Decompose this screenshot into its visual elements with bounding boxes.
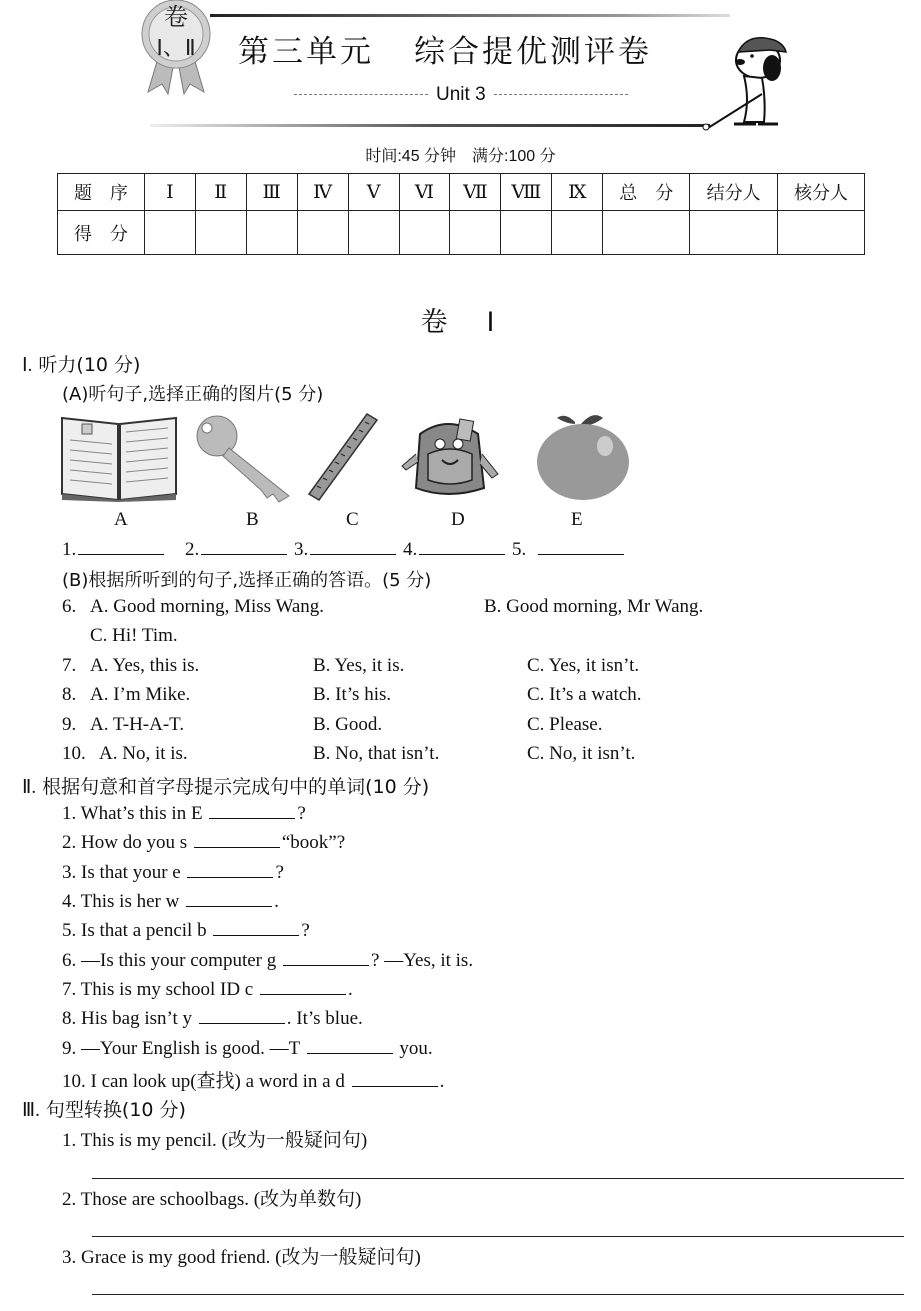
col-2: Ⅱ — [195, 174, 246, 211]
col-8: Ⅷ — [501, 174, 552, 211]
score-cell[interactable] — [552, 211, 603, 255]
answer-line[interactable] — [92, 1178, 904, 1179]
score-table — [57, 173, 865, 255]
section3-heading — [22, 1095, 186, 1122]
section1-heading — [22, 350, 140, 377]
q9-option-c: C. Please. — [527, 714, 603, 735]
fill-item — [62, 1066, 444, 1093]
q7-option-a: A. Yes, this is. — [90, 655, 200, 676]
score-cell[interactable] — [348, 211, 399, 255]
fill-item — [62, 1007, 363, 1030]
book-icon — [60, 410, 178, 502]
q8-option-a: A. I’m Mike. — [90, 684, 191, 705]
fill-blank[interactable] — [213, 919, 299, 936]
score-cell[interactable] — [246, 211, 297, 255]
section3-title: 句型转换(10 分) — [45, 1099, 186, 1121]
bottom-rule — [150, 124, 710, 127]
transform-item: 2. Those are schoolbags. (改为单数句) — [62, 1189, 362, 1210]
fill-item-end: ? — [301, 920, 310, 941]
fill-item-text: 8. His bag isn’t y — [62, 1008, 193, 1029]
fill-item-end: . — [439, 1071, 445, 1092]
fill-item — [62, 831, 345, 854]
fill-item-text: 10. I can look up(查找) a word in a d — [62, 1071, 345, 1092]
q6-option-b: B. Good morning, Mr Wang. — [484, 596, 704, 617]
fill-item-text: 9. —Your English is good. —T — [62, 1038, 300, 1059]
score-table-score-row — [58, 211, 865, 255]
col-checker: 核分人 — [778, 174, 865, 211]
fill-item-end: “book”? — [281, 832, 346, 853]
fill-item-text: 2. How do you s — [62, 832, 188, 853]
fill-item-text: 3. Is that your e — [62, 862, 181, 883]
col-9: Ⅸ — [552, 174, 603, 211]
score-table-header-row — [58, 174, 865, 211]
q7-option-c: C. Yes, it isn’t. — [527, 655, 640, 676]
col-7: Ⅶ — [450, 174, 501, 211]
answer-blank[interactable] — [78, 538, 164, 555]
title-name: 综合提优测评卷 — [414, 34, 652, 70]
picture-label-c: C — [346, 509, 359, 530]
fill-item-end: you. — [399, 1038, 433, 1059]
q7-number: 7. — [62, 655, 77, 676]
fill-blank[interactable] — [307, 1037, 393, 1054]
answer-num: 2. — [185, 539, 200, 560]
transform-item: 1. This is my pencil. (改为一般疑问句) — [62, 1130, 368, 1151]
ruler-icon — [305, 412, 381, 502]
score-cell[interactable] — [399, 211, 450, 255]
answer-blank[interactable] — [201, 538, 287, 555]
fill-item — [62, 949, 473, 972]
orange-icon — [535, 410, 631, 502]
answer-num: 5. — [512, 539, 527, 560]
fill-blank[interactable] — [260, 978, 346, 995]
badge-bottom-text: Ⅰ、Ⅱ — [156, 35, 196, 60]
q6-option-c: C. Hi! Tim. — [90, 625, 178, 646]
section3-number: Ⅲ. — [22, 1100, 40, 1121]
col-4: Ⅳ — [297, 174, 348, 211]
picture-label-d: D — [451, 509, 465, 530]
fill-item-text: 7. This is my school ID c — [62, 979, 254, 1000]
fill-blank[interactable] — [352, 1070, 438, 1087]
schoolbag-icon — [398, 414, 502, 500]
fill-blank[interactable] — [199, 1007, 285, 1024]
q9-option-b: B. Good. — [313, 714, 383, 735]
fill-blank[interactable] — [186, 890, 272, 907]
score-cell[interactable] — [297, 211, 348, 255]
fill-item-text: 1. What’s this in E — [62, 803, 203, 824]
fill-item — [62, 1037, 433, 1060]
picture-label-e: E — [571, 509, 583, 530]
fill-item — [62, 861, 284, 884]
fill-item — [62, 890, 279, 913]
q8-option-c: C. It’s a watch. — [527, 684, 642, 705]
score-cell[interactable] — [501, 211, 552, 255]
fill-blank[interactable] — [194, 831, 280, 848]
score-cell[interactable] — [778, 211, 865, 255]
page-title — [238, 26, 652, 71]
fill-item-end: . — [347, 979, 353, 1000]
snoopy-golfer-icon — [700, 30, 796, 134]
picture-label-a: A — [114, 509, 128, 530]
col-3: Ⅲ — [246, 174, 297, 211]
col-1: Ⅰ — [144, 174, 195, 211]
col-5: Ⅴ — [348, 174, 399, 211]
top-rule — [210, 14, 730, 17]
score-cell[interactable] — [690, 211, 778, 255]
q6-option-a: A. Good morning, Miss Wang. — [90, 596, 325, 617]
unit-label: Unit 3 — [436, 84, 486, 105]
q8-number: 8. — [62, 684, 77, 705]
fill-item — [62, 919, 310, 942]
fill-item — [62, 978, 353, 1001]
row-label-order: 题 序 — [58, 174, 145, 211]
answer-blank[interactable] — [310, 538, 396, 555]
q10-number: 10. — [62, 743, 86, 764]
score-cell[interactable] — [144, 211, 195, 255]
key-icon — [193, 412, 297, 504]
fill-item-text: 6. —Is this your computer g — [62, 950, 277, 971]
answer-line[interactable] — [92, 1294, 904, 1295]
answer-num: 3. — [294, 539, 309, 560]
partA-answer-row — [62, 538, 626, 561]
fill-item-end: . — [274, 891, 279, 912]
badge-top-text: 卷 — [164, 3, 188, 31]
answer-num: 1. — [62, 539, 77, 560]
answer-num: 4. — [403, 539, 418, 560]
fill-item-end: ? — [275, 862, 284, 883]
score-cell[interactable] — [450, 211, 501, 255]
q9-option-a: A. T-H-A-T. — [90, 714, 185, 735]
score-cell[interactable] — [603, 211, 690, 255]
row-label-score: 得 分 — [58, 211, 145, 255]
section1-title: 听力(10 分) — [38, 354, 141, 376]
fill-item-text: 5. Is that a pencil b — [62, 920, 207, 941]
fill-item-end: . It’s blue. — [286, 1008, 363, 1029]
col-scorer: 结分人 — [690, 174, 778, 211]
fill-blank[interactable] — [283, 949, 369, 966]
section1-number: Ⅰ. — [22, 355, 33, 376]
score-cell[interactable] — [195, 211, 246, 255]
fill-item-end: ? — [297, 803, 306, 824]
q8-option-b: B. It’s his. — [313, 684, 392, 705]
section2-title: 根据句意和首字母提示完成句中的单词(10 分) — [42, 776, 430, 798]
section1-partB: (B)根据所听到的句子,选择正确的答语。(5 分) — [62, 570, 432, 591]
q10-option-a: A. No, it is. — [99, 743, 188, 764]
unit-subtitle — [286, 84, 636, 106]
answer-line[interactable] — [92, 1236, 904, 1237]
section1-partA: (A)听句子,选择正确的图片(5 分) — [62, 384, 324, 405]
fill-blank[interactable] — [209, 802, 295, 819]
picture-label-b: B — [246, 509, 259, 530]
col-6: Ⅵ — [399, 174, 450, 211]
q6-number: 6. — [62, 596, 77, 617]
volume-title: 卷 Ⅰ — [420, 307, 501, 338]
medal-badge-icon — [128, 0, 224, 96]
q10-option-c: C. No, it isn’t. — [527, 743, 636, 764]
q10-option-b: B. No, that isn’t. — [313, 743, 440, 764]
time-info: 时间:45 分钟 满分:100 分 — [365, 148, 556, 165]
fill-item-text: 4. This is her w — [62, 891, 180, 912]
fill-item-end: ? —Yes, it is. — [371, 950, 474, 971]
section2-heading — [22, 772, 429, 799]
answer-blank[interactable] — [538, 538, 624, 555]
q9-number: 9. — [62, 714, 77, 735]
section2-number: Ⅱ. — [22, 777, 37, 798]
col-total: 总 分 — [603, 174, 690, 211]
title-unit: 第三单元 — [238, 34, 374, 70]
transform-item: 3. Grace is my good friend. (改为一般疑问句) — [62, 1247, 421, 1268]
fill-item — [62, 802, 306, 825]
answer-blank[interactable] — [419, 538, 505, 555]
fill-blank[interactable] — [187, 861, 273, 878]
q7-option-b: B. Yes, it is. — [313, 655, 405, 676]
